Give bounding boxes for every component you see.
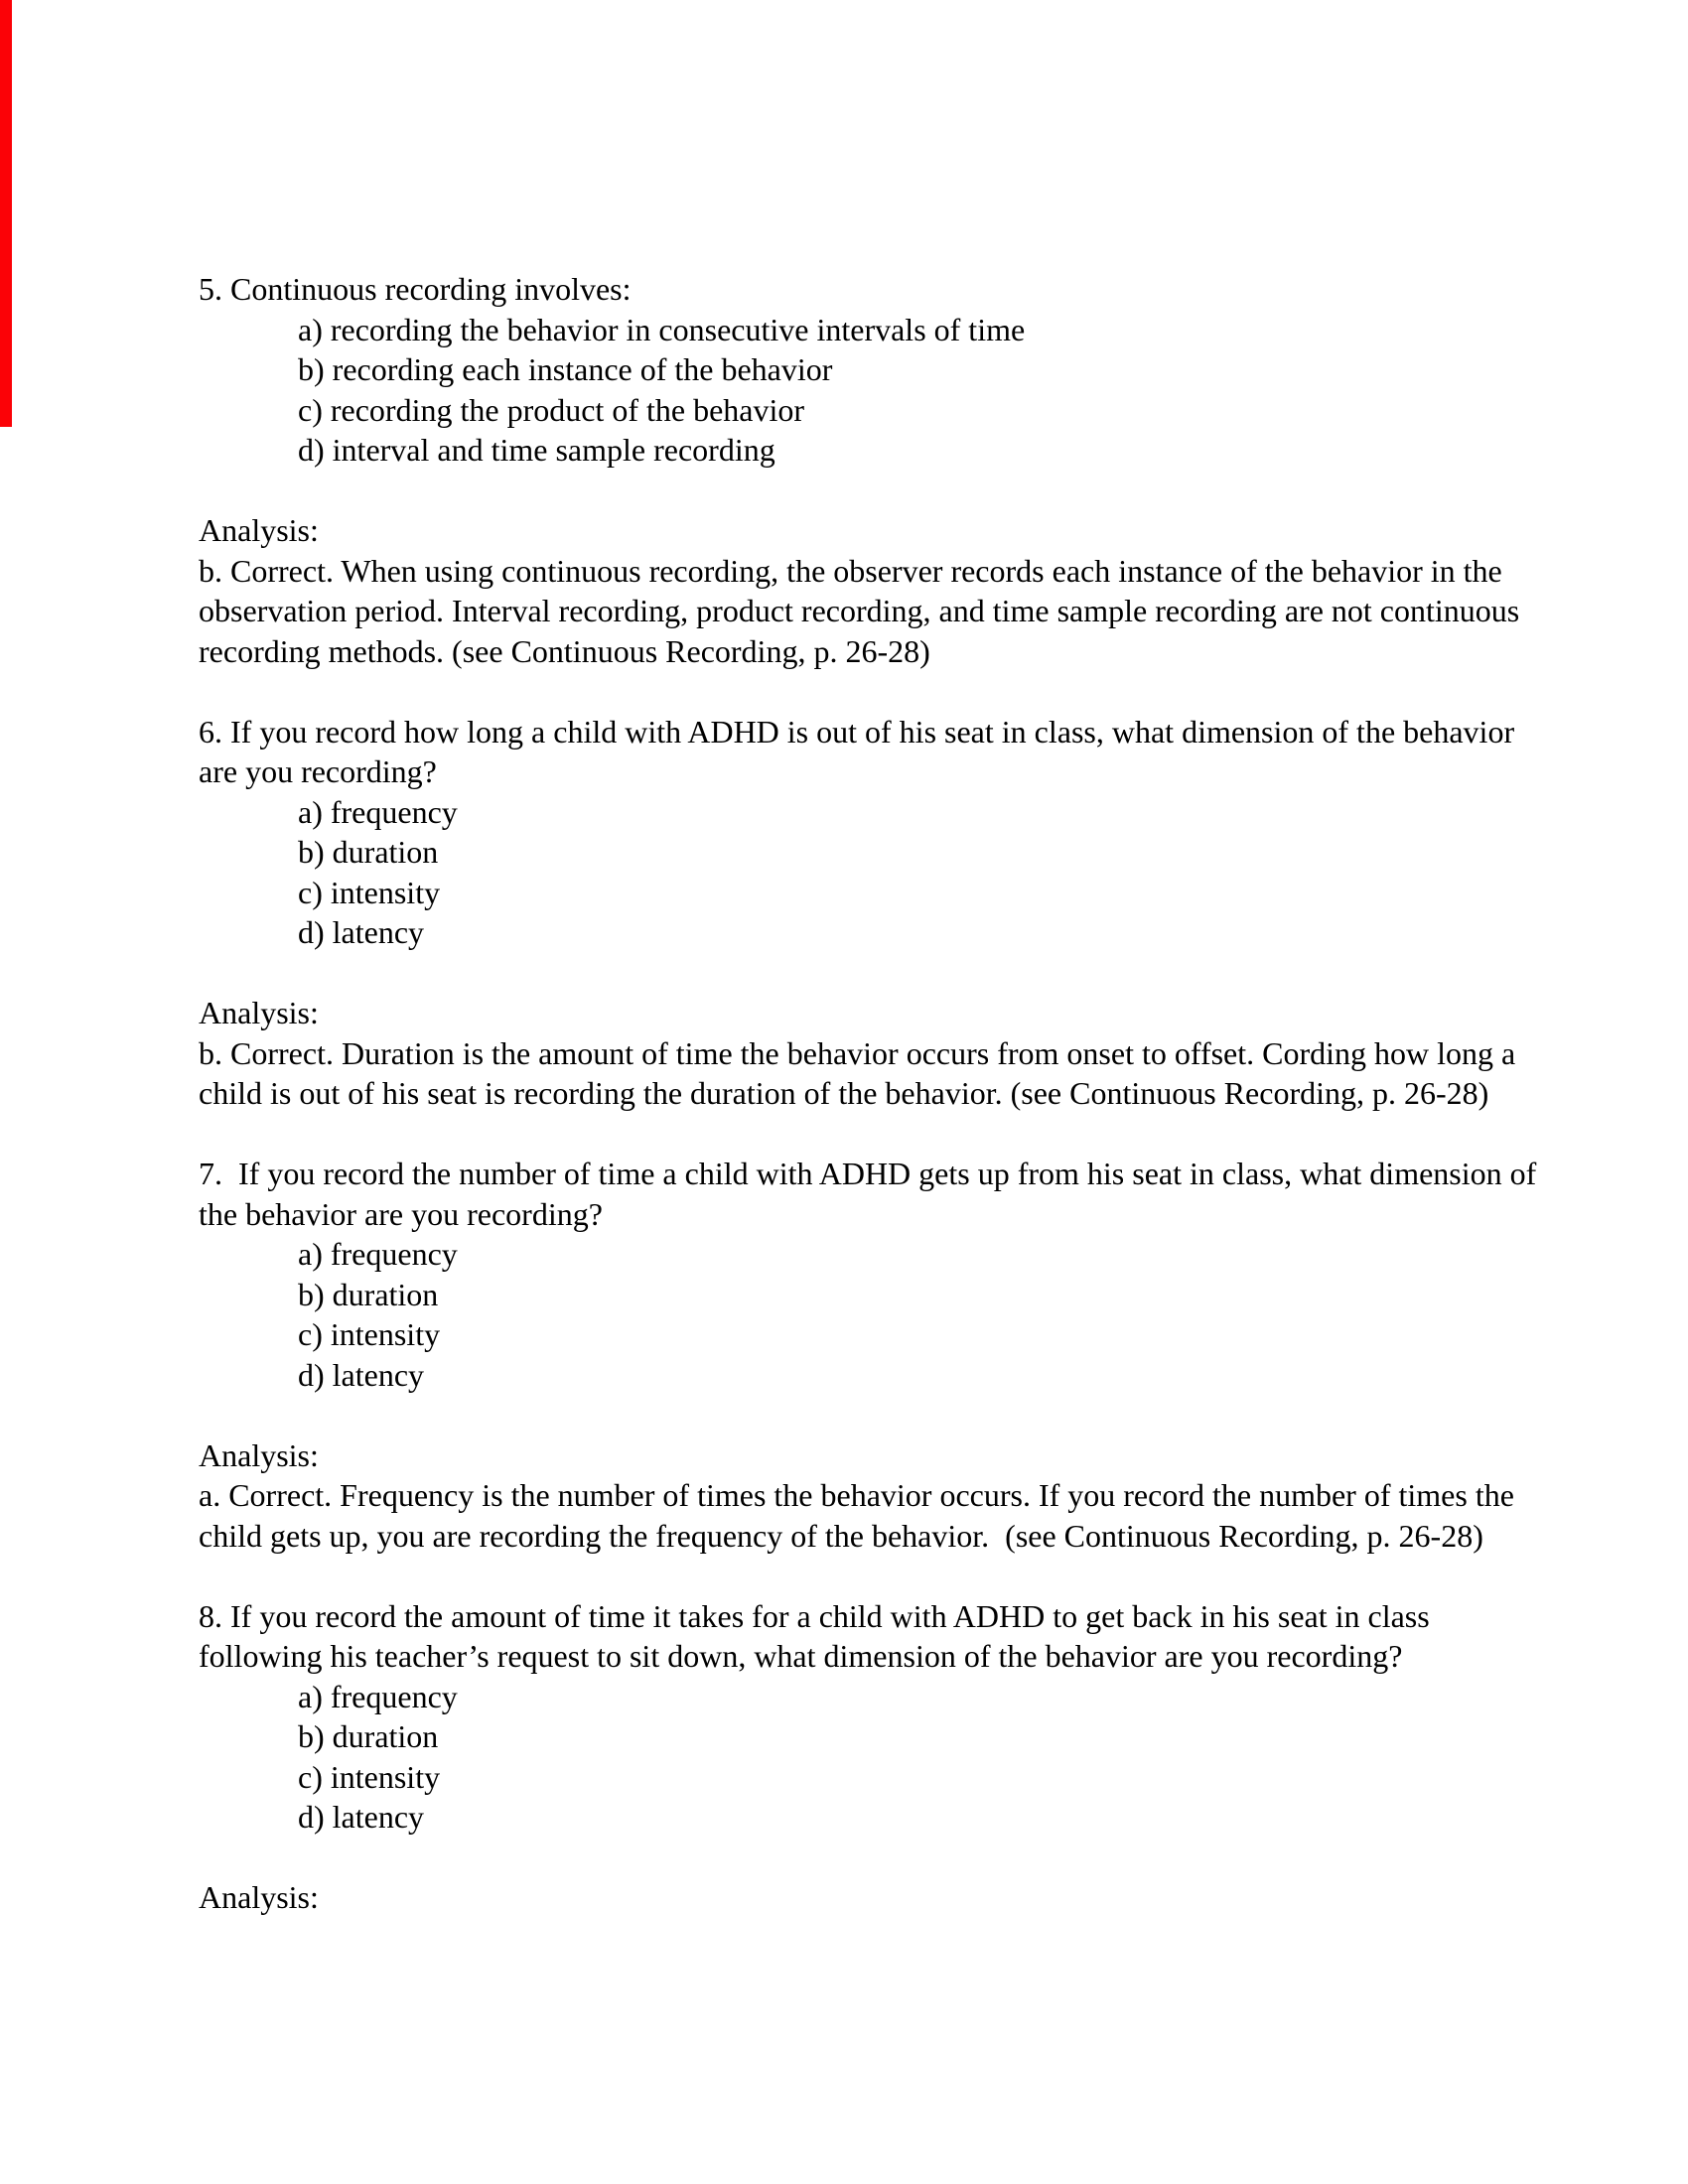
question-5-option-b: b) recording each instance of the behavior bbox=[298, 351, 833, 387]
question-6-option-b: b) duration bbox=[298, 834, 439, 870]
analysis-block-8 bbox=[199, 1877, 1519, 1918]
question-6-text-line: are you recording? bbox=[199, 753, 437, 789]
question-block-5 bbox=[199, 269, 1519, 471]
question-block-8 bbox=[199, 1596, 1519, 1838]
analysis-block-5 bbox=[199, 510, 1519, 671]
question-8-option-b: b) duration bbox=[298, 1718, 439, 1754]
analysis-label: Analysis: bbox=[199, 1879, 319, 1915]
document-content bbox=[199, 269, 1537, 1918]
analysis-label: Analysis: bbox=[199, 995, 319, 1030]
question-7-option-d: d) latency bbox=[298, 1356, 425, 1393]
analysis-text-line: b. Correct. Duration is the amount of time the behavior occurs from onset to offset. Cording how long a bbox=[199, 1034, 1516, 1071]
analysis-label: Analysis: bbox=[199, 512, 319, 548]
question-6-option-c: c) intensity bbox=[298, 874, 441, 910]
question-5-option-a: a) recording the behavior in consecutive intervals of time bbox=[298, 311, 1026, 347]
question-6-option-a: a) frequency bbox=[298, 793, 458, 830]
question-block-7 bbox=[199, 1154, 1537, 1395]
question-8-option-d: d) latency bbox=[298, 1799, 425, 1835]
analysis-text-line: b. Correct. When using continuous recording, the observer records each instance of the behavior in the bbox=[199, 552, 1502, 589]
question-7-option-b: b) duration bbox=[298, 1276, 439, 1312]
question-8-text-line: 8. If you record the amount of time it takes for a child with ADHD to get back in his seat in class bbox=[199, 1597, 1430, 1634]
analysis-text-line: observation period. Interval recording, product recording, and time sample recording are not continuous bbox=[199, 593, 1520, 628]
question-8-option-a: a) frequency bbox=[298, 1678, 458, 1714]
question-5-option-c: c) recording the product of the behavior bbox=[298, 391, 805, 428]
question-6-option-d: d) latency bbox=[298, 914, 425, 950]
analysis-block-6 bbox=[199, 993, 1519, 1114]
analysis-text-line: child gets up, you are recording the frequency of the behavior. (see Continuous Recording, p. 26-28) bbox=[199, 1517, 1483, 1554]
scan-artifact-red-bar bbox=[0, 0, 12, 427]
question-7-text-line: the behavior are you recording? bbox=[199, 1195, 603, 1232]
question-8-text-line: following his teacher’s request to sit down, what dimension of the behavior are you recording? bbox=[199, 1638, 1403, 1674]
question-block-6 bbox=[199, 712, 1519, 953]
analysis-text-line: child is out of his seat is recording the duration of the behavior. (see Continuous Recording, p. 26-28) bbox=[199, 1075, 1489, 1111]
question-7-option-a: a) frequency bbox=[298, 1236, 458, 1272]
question-5-text: 5. Continuous recording involves: bbox=[199, 271, 632, 307]
analysis-block-7 bbox=[199, 1435, 1519, 1557]
analysis-text-line: recording methods. (see Continuous Recording, p. 26-28) bbox=[199, 632, 930, 669]
question-5-option-d: d) interval and time sample recording bbox=[298, 432, 775, 468]
analysis-label: Analysis: bbox=[199, 1436, 319, 1473]
analysis-text-line: a. Correct. Frequency is the number of times the behavior occurs. If you record the number of times the bbox=[199, 1477, 1514, 1513]
question-8-option-c: c) intensity bbox=[298, 1758, 441, 1795]
question-6-text-line: 6. If you record how long a child with ADHD is out of his seat in class, what dimension of the behavior bbox=[199, 713, 1515, 750]
question-7-option-c: c) intensity bbox=[298, 1316, 441, 1352]
question-7-text-line: 7. If you record the number of time a child with ADHD gets up from his seat in class, what dimension of bbox=[199, 1156, 1537, 1191]
